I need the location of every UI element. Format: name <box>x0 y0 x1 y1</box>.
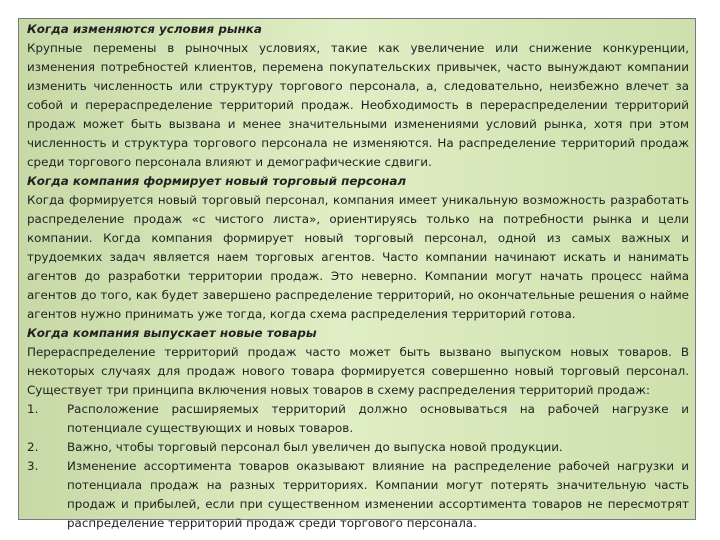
section-paragraph-new-sales-force: Когда формируется новый торговый персонал, компания имеет уникальную возможность разработать распределение продаж «с чистого листа», ориентируясь только на потребности рынка и цели компании. Когда компания формирует новый торговый персонал, одной из самых важных и трудоемких задач является наем торговых агентов. Часто компании начинают искать и нанимать агентов до разработки территории продаж. Это неверно. Компании могут начать процесс найма агентов до того, как будет завершено распределение территорий, но окончательные решения о найме агентов нужно принимать уже тогда, когда схема распределения территорий готова. <box>27 193 689 321</box>
section-paragraph-market-conditions: Крупные перемены в рыночных условиях, такие как увеличение или снижение конкуренции, изменения потребностей клиентов, перемена покупательских привычек, часто вынуждают компании изменить численность или структуру торгового персонала, а, следовательно, неизбежно влечет за собой и перераспределение территорий продаж. Необходимость в перераспределении территорий продаж может быть вызвана и менее значительными изменениями условий рынка, хотя при этом численность и структура торгового персонала не изменяются. На распределение территорий продаж среди торгового персонала влияют и демографические сдвиги. <box>27 41 689 169</box>
list-item-number: 1. <box>27 402 39 416</box>
list-item <box>27 457 689 533</box>
list-item-text: Важно, чтобы торговый персонал был увеличен до выпуска новой продукции. <box>67 440 563 454</box>
text-box <box>18 18 696 530</box>
section-heading-new-sales-force: Когда компания формирует новый торговый персонал <box>27 174 407 188</box>
list-item-text: Расположение расширяемых территорий должно основываться на рабочей нагрузке и потенциале существующих и новых товаров. <box>67 402 689 435</box>
list-item <box>27 438 689 457</box>
section-heading-market-conditions: Когда изменяются условия рынка <box>27 22 262 36</box>
list-item-text: Изменение ассортимента товаров оказывают влияние на распределение рабочей нагрузки и потенциала продаж на разных территориях. Компании могут потерять значительную часть продаж и прибылей, если при существенном изменении ассортимента товаров не пересмотрят распределение территорий продаж среди торгового персонала. <box>67 459 689 530</box>
section-paragraph-new-products: Перераспределение территорий продаж часто может быть вызвано выпуском новых товаров. В некоторых случаях для продаж нового товара формируется совершенно новый торговый персонал. Существует три принципа включения новых товаров в схему распределения территорий продаж: <box>27 345 689 397</box>
list-item <box>27 400 689 438</box>
list-item-number: 2. <box>27 440 39 454</box>
section-heading-new-products: Когда компания выпускает новые товары <box>27 326 317 340</box>
list-item-number: 3. <box>27 459 39 473</box>
